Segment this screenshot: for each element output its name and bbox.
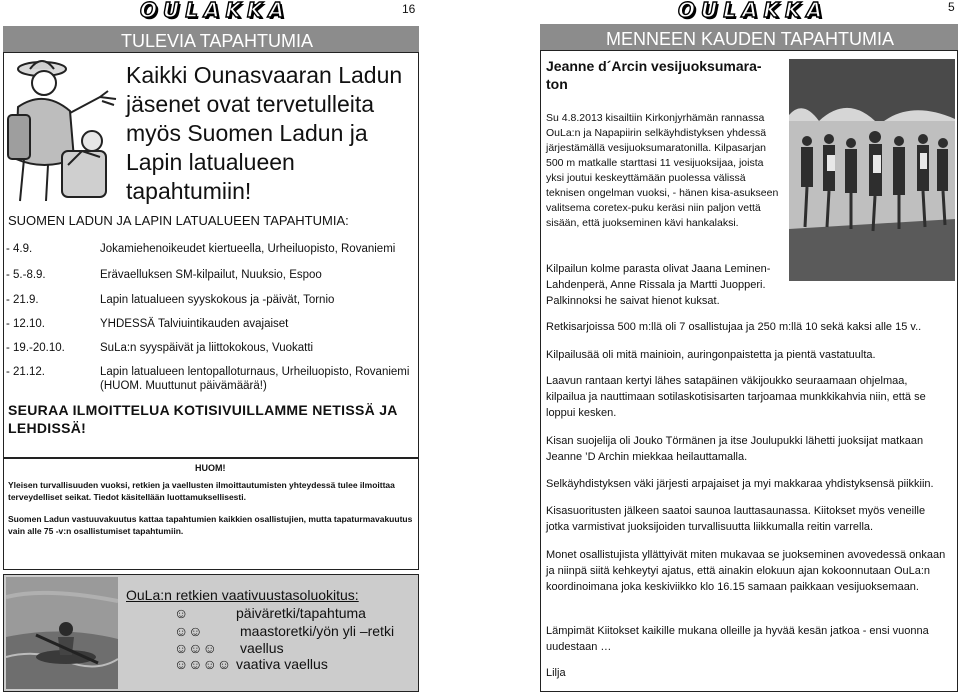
event-text: Lapin latualueen syyskokous ja -päivät, Tornio	[100, 294, 335, 306]
right-banner-title: MENNEEN KAUDEN TAPAHTUMIA	[606, 29, 895, 49]
levels-box	[3, 574, 419, 692]
right-page-number: 5	[948, 0, 955, 14]
right-page	[480, 0, 960, 694]
right-banner	[540, 24, 958, 50]
event-date: - 12.10.	[6, 318, 45, 330]
article-box	[540, 50, 958, 692]
article-title: Jeanne d´Arcin vesijuoksumaraton	[546, 58, 762, 92]
smiley-icons: ☺☺☺	[174, 640, 217, 656]
level-row	[174, 623, 394, 640]
level-label: vaellus	[240, 640, 284, 656]
level-label: päiväretki/tapahtuma	[236, 605, 366, 621]
follow-notice: SEURAA ILMOITTELUA KOTISIVUILLAMME NETISSÄ JA LEHDISSÄ!	[8, 402, 398, 436]
event-date: - 5.-8.9.	[6, 269, 46, 281]
event-date: - 4.9.	[6, 243, 33, 255]
article-paragraph: Monet osallistujista yllättyivät miten mukavaa se juokseminen avovedessä onkaan ja niinpä siitä kehkeytyi ajatus, että ainakin elokuun ajan kokoonnutaan OuLa:n koordinoimana joka keskiviikko klo 16.15 samaan paikkaan vesijuoksemaan.	[546, 549, 946, 593]
article-paragraph: Selkäyhdistyksen väki järjesti arpajaiset ja myi makkaraa yhdistyksensä piikkiin.	[546, 478, 934, 490]
hiker-illustration	[4, 55, 124, 205]
article-paragraph: Laavun rantaan kertyi lähes satapäinen väkijoukko seuraamaan ohjelmaa, kilpailua ja nauttimaan sotilaskotisisarten tarjoamaa munkkikahvia niin, että se loppui kesken.	[546, 375, 926, 419]
left-page-number: 16	[402, 2, 416, 16]
smiley-icons: ☺☺☺☺	[174, 656, 232, 672]
huom-title: HUOM!	[195, 463, 226, 473]
left-logo: OULAKKA	[140, 0, 290, 22]
article-paragraph: Retkisarjoissa 500 m:llä oli 7 osallistujaa ja 250 m:llä 10 sekä kaksi alle 15 v..	[546, 321, 922, 333]
paddler-photo	[6, 577, 118, 689]
event-text: YHDESSÄ Talviuintikauden avajaiset	[100, 318, 289, 330]
event-text: Lapin latualueen lentopalloturnaus, Urheiluopisto, Rovaniemi (HUOM. Muuttunut päivämäärä!)	[100, 366, 410, 392]
level-label: maastoretki/yön yli –retki	[240, 623, 395, 639]
event-date: - 19.-20.10.	[6, 342, 65, 354]
level-label: vaativa vaellus	[236, 656, 328, 672]
right-logo: OULAKKA	[678, 0, 828, 22]
left-banner-title: TULEVIA TAPAHTUMIA	[121, 31, 314, 51]
article-paragraph: Lämpimät Kiitokset kaikille mukana olleille ja hyvää kesän jatkoa - ensi vuonna uudestaan …	[546, 625, 929, 653]
huom-paragraph-2: Suomen Ladun vastuuvakuutus kattaa tapahtumien kaikkien osallistujien, mutta tapaturmavakuutus vain alle 75 -v:n osallistumiset tapahtumiin.	[8, 514, 413, 536]
event-text: SuLa:n syyspäivät ja liittokokous, Vuokatti	[100, 342, 314, 354]
article-paragraph: Kilpailusää oli mitä mainioin, auringonpaistetta ja pientä vastatuulta.	[546, 349, 876, 361]
article-paragraph: Kisan suojelija oli Jouko Törmänen ja itse Joulupukki lähetti juoksijat matkaan Jeanne ’D Archin miekkaa heilauttamalla.	[546, 435, 924, 463]
events-box	[3, 52, 419, 458]
smiley-icons: ☺	[174, 605, 189, 621]
article-paragraph: Kilpailun kolme parasta olivat Jaana Leminen-Lahdenperä, Anne Rissala ja Martti Juopperi. Palkinnoksi he saivat hienot kuksat.	[546, 263, 771, 307]
swimmers-photo	[789, 59, 955, 281]
article-intro: Su 4.8.2013 kisailtiin Kirkonjyrhämän rannassa OuLa:n ja Napapiirin selkäyhdistyksen yhdessä järjestämällä vesijuoksumaratonilla. Kilpasarjan 500 m matkalle starttasi 11 vesijuoksijaa, joista yksi joutui keskeyttämään puolessa välissä teknisen ongelman vuoksi, - hänen kisa-asukseen valitsema coretex-puku keräsi niin paljon vettä sisään, että juokseminen kävi hankalaksi.	[546, 112, 779, 229]
left-banner	[3, 26, 419, 52]
level-row	[174, 640, 284, 657]
events-section-title: SUOMEN LADUN JA LAPIN LATUALUEEN TAPAHTUMIA:	[8, 213, 349, 228]
article-paragraph: Kisasuoritusten jälkeen saatoi saunoa lauttasaunassa. Kiitokset myös veneille jotka varmistivat juoksijoiden turvallisuutta liikkumalla reitin varrella.	[546, 505, 926, 533]
levels-title: OuLa:n retkien vaativuustasoluokitus:	[126, 587, 359, 603]
smiley-icons: ☺☺	[174, 623, 203, 639]
huom-paragraph-1: Yleisen turvallisuuden vuoksi, retkien ja vaellusten ilmoittautumisten yhteydessä tulee ilmoittaa terveydelliset seikat. Tiedot käsitellään luottamuksellisesti.	[8, 480, 395, 502]
level-row	[174, 605, 366, 622]
event-text: Jokamiehenoikeudet kiertueella, Urheiluopisto, Rovaniemi	[100, 243, 396, 255]
left-headline: Kaikki Ounasvaaran Ladun jäsenet ovat tervetulleita myös Suomen Ladun ja Lapin latualueen tapahtumiin!	[126, 62, 403, 204]
huom-box	[3, 458, 419, 570]
event-date: - 21.12.	[6, 366, 45, 378]
article-signature: Lilja	[546, 667, 566, 679]
event-date: - 21.9.	[6, 294, 39, 306]
level-row	[174, 656, 328, 673]
event-text: Erävaelluksen SM-kilpailut, Nuuksio, Espoo	[100, 269, 322, 281]
